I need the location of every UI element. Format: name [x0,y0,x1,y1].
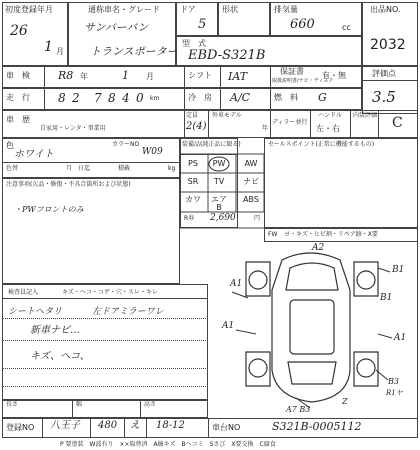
ext-model-label: 外車モデル [212,112,242,119]
warranty-label: 保証書 [280,67,304,76]
damage-left-1: A1 [230,279,243,289]
reg-kana: え [130,420,140,431]
chassis-label: 車台NO [212,423,241,432]
fw-text: ヨ・キズ・ヒビ割・リペア跡・X要 [284,231,378,238]
score-value: 3.5 [372,88,396,106]
mileage-digit-2: 2 [72,91,80,105]
recycle-value: 2,690 [210,213,236,223]
first-reg-month: 1 [44,39,53,55]
load-unit: kg [168,165,176,172]
inspector-line-1b: 左ドアミラーワレ [92,307,164,317]
ext-model-year: 年 [262,125,269,132]
lot-value: 2032 [370,37,406,53]
equip-abs: ABS [243,195,259,204]
damage-bottom: A7 B3 [286,405,311,414]
equip-pw: PW [212,159,226,168]
car-grade-value: トランスポーター [90,45,178,58]
reg-number: 18-12 [156,420,185,431]
dealer-label: ディラー並行 [272,119,308,126]
shape-label: 形状 [222,5,238,14]
notes-text: ・PWフロントのみ [14,205,84,214]
damage-top: A2 [312,243,325,253]
color-value: ホワイト [14,149,54,160]
chassis-value: S321B-0005112 [272,420,362,433]
sales-point-box [264,138,418,228]
equip-navi: ナビ [243,177,259,186]
load-label: 積載 [118,165,131,172]
recycle-label: R券 [184,215,195,222]
mileage-digit-6: 0 [136,91,144,105]
color-no-label: カラーNO [112,141,140,148]
inspector-box [2,284,208,400]
inspection-label: 車 検 [6,71,30,80]
equip-ps: PS [188,159,198,168]
displacement-value: 660 [290,17,315,32]
notes-label: 注意事項(欠品・修復・不具合箇所および状態) [6,181,131,188]
warranty-sub: 取扱説明書/ナビ・ディスク [272,78,334,84]
equip-leather: カワ [185,195,201,204]
damage-rear-right-note: R1ヤ [386,389,403,397]
model-value: EBD-S321B [188,48,266,63]
history-label: 車 歴 [6,115,30,124]
fw-label: FW [268,231,278,238]
color-date-label: 月 日迄 [66,165,91,172]
reg-class: 480 [98,420,118,431]
car-name-value: サンバーバン [84,21,149,34]
damage-legend: P 要塗装 W波有り ××取替済 A線キズ Bヘコミ Sさび X要交換 C腐食 [60,441,276,448]
damage-rear-right: B3 [388,377,399,386]
inspection-year-unit: 年 [80,72,88,81]
first-reg-year: 26 [10,23,28,39]
inspection-month: 1 [122,69,129,82]
seat-value: 2(4) [186,121,207,132]
inspector-line-2: 新車ナビ… [30,325,80,336]
inspector-line-1: シートヘタリ [8,307,63,317]
reg-area: 八王子 [50,420,80,431]
equipment-label: 装備品(純正品に限る) [182,141,241,148]
car-name-label: 通称車名・グレード [88,5,160,14]
mileage-digit-4: 8 [108,91,116,105]
equip-tv: TV [213,177,225,186]
displacement-unit: cc [342,23,351,32]
recycle-unit: 円 [254,215,261,222]
shift-value: IAT [228,70,248,83]
ac-label: 冷 房 [188,93,212,102]
door-value: 5 [198,17,207,32]
score-label: 評価点 [372,69,396,78]
reg-label: 登録NO [6,423,35,432]
mileage-row [2,88,362,110]
interior-value: C [392,115,403,131]
seat-label: 定員 [186,112,199,119]
damage-right-3: B1 [380,293,393,303]
inspector-line-3: キズ、ヘコ、 [30,351,90,362]
fuel-label: 燃 料 [274,93,298,102]
door-label: ドア [180,5,196,14]
color-change-label: 色替 [6,165,19,172]
fuel-value: G [318,91,327,104]
mileage-unit: km [150,95,160,102]
height-label: 高さ [144,401,157,408]
dimensions-row [2,400,208,418]
damage-right-2: A1 [394,333,407,343]
inspection-row [2,66,362,88]
history-options: 自家用・レンタ・事業用 [40,125,106,132]
equip-airbag: エアB [211,195,227,212]
damage-right-1: B1 [392,265,405,275]
mileage-digit-1: 8 [58,91,66,105]
handle-value: 左・右 [316,124,340,133]
damage-bottom-note: Z [342,397,348,406]
sales-point-label: セールスポイント(正常に機能するもの) [268,141,375,148]
color-no-value: W09 [142,147,163,157]
mileage-label: 走 行 [6,93,30,102]
inspector-legend: キズ・ヘコ・コゲ・穴・スレ・キレ [62,289,158,296]
mileage-digit-3: 7 [94,91,102,105]
warranty-value: 有・無 [322,71,346,80]
model-label: 型 式 [182,39,206,48]
lot-label: 出品NO. [370,5,401,14]
equip-aw: AW [244,159,258,168]
width-label: 幅 [76,401,83,408]
inspector-label: 検査員記入 [8,289,39,296]
first-reg-month-unit: 月 [56,47,64,56]
ac-value: A/C [230,91,251,104]
shift-label: シフト [188,71,212,80]
interior-label: 内装評価 [353,112,378,119]
displacement-label: 排気量 [274,5,298,14]
handle-label: ハンドル [318,112,343,119]
color-label: 色 [6,141,14,150]
equip-sr: SR [187,177,199,186]
notes-box [2,178,180,284]
inspection-era: R8 [58,69,74,82]
inspection-month-unit: 月 [146,72,154,81]
length-label: 長さ [6,401,19,408]
damage-left-2: A1 [222,321,235,331]
mileage-digit-5: 4 [122,91,130,105]
first-reg-label: 初度登録年月 [5,5,53,14]
